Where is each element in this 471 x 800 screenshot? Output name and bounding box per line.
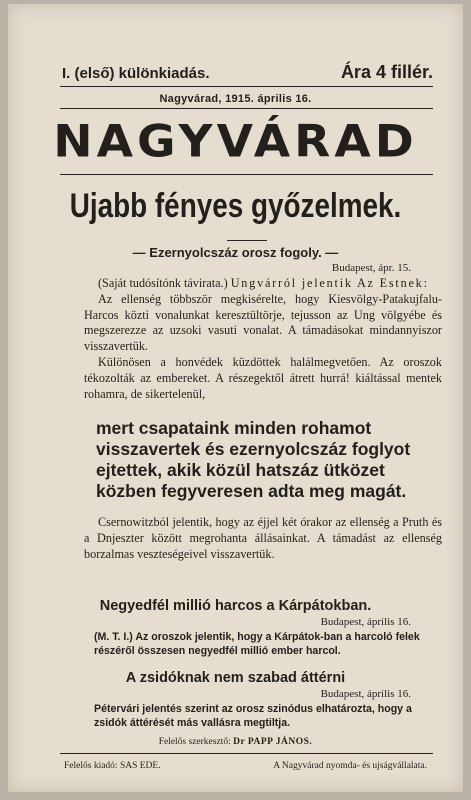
publisher: Felelős kiadó: SAS EDE. [64,761,161,771]
article2-title: Negyedfél millió harcos a Kárpátokban. [99,598,372,614]
price-label: Ára 4 fillér. [340,62,433,82]
top-line [62,62,433,83]
editor-label: Felelős szerkesztő: [158,737,234,747]
edition-label: I. (első) különkiadás. [62,65,210,82]
masthead-rule [60,174,433,175]
subhead: — Ezernyolcszáz orosz fogoly. — [132,245,339,260]
article1-date: Budapest, ápr. 15. [331,262,411,274]
headline: Ujabb fényes győzelmek. [69,187,402,225]
headline-rule [227,240,267,241]
article1-paragraph-3: Csernowitzból jelentik, hogy az éjjel két órakor az ellenség a Pruth és a Dnjeszter között megrohanta állásainkat. A támadást az ellenség borzalmas veszteségeivel visszavertük. [84,515,442,561]
article1-body [84,276,442,402]
article1-lead-source: (Saját tudósítónk távirata.) [98,276,231,290]
article2-date: Budapest, április 16. [320,616,411,628]
top-rule [60,86,433,87]
editor-name: Dr PAPP JÁNOS. [233,737,313,747]
article1-bold-text: mert csapataink minden rohamot visszavertek és ezernyolcszáz foglyot ejtettek, akik közül hatszáz ütközet közben fegyveresen adta meg magát. [96,418,411,501]
article3-title: A zsidóknak nem szabad áttérni [125,670,346,686]
printer: A Nagyvárad nyomda- és ujságvállalata. [273,761,427,771]
footer [64,761,427,771]
article3-text: Pétervári jelentés szerint az orosz szinódus elhatározta, hogy a zsidók áttérését más vallásra megtiltja. [94,703,412,729]
article1-body-end [84,515,442,562]
footer-rule [60,753,433,754]
newspaper-sheet [8,4,463,792]
dateline: Nagyvárad, 1915. április 16. [159,93,312,105]
article3-date: Budapest, április 16. [320,688,411,700]
article1-paragraph-1: Az ellenség többször megkisérelte, hogy Kiesvölgy-Patakujfalu-Harcos közti vonalunkat keresztültörje, tejusson az Ung völgyébe és megszerezze az uzsoki vasuti vonalat. A támadásokat mindannyiszor visszavertük. [84,291,442,354]
editor-line [8,737,463,747]
article1-lead [84,276,442,292]
masthead: NAGYVÁRAD [53,115,418,168]
article2-text: (M. T. I.) Az oroszok jelentik, hogy a Kárpátok-ban a harcoló felek részéről összesen negyedfél millió ember harcol. [94,631,420,657]
article1-lead-place: Ungvárról jelentik Az Estnek: [230,276,429,290]
article1-paragraph-2: Különösen a honvédek küzdöttek halálmegvetően. Az oroszok tékozolták az embereket. A részegektől átrett hurrá! kiáltással mentek rohamra, de sikertelenül, [84,354,442,401]
dateline-rule [60,108,433,109]
